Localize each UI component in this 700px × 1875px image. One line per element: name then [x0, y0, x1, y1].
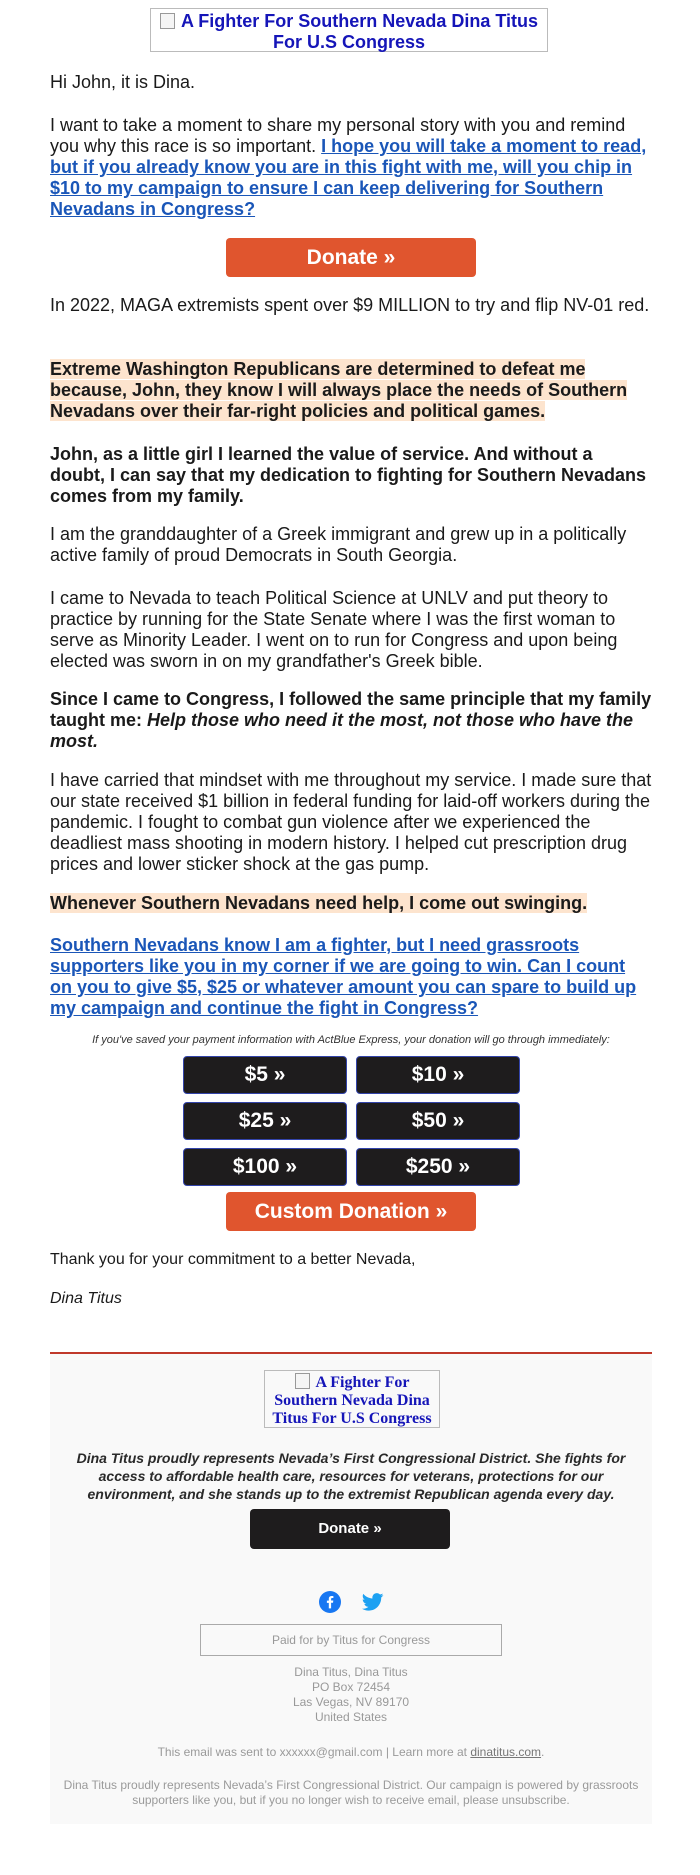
footer-logo[interactable]	[264, 1370, 440, 1428]
principle-italic: Help those who need it the most, not those who have the most.	[50, 710, 634, 751]
donate-10-button[interactable]: $10 »	[356, 1056, 520, 1094]
paid-for-box: Paid for by Titus for Congress	[200, 1624, 502, 1656]
extreme-highlight: Extreme Washington Republicans are determined to defeat me because, John, they know I will always place the needs of Southern Nevadans over their far-right policies and political games.	[50, 359, 628, 421]
intro-donate-link[interactable]: I hope you will take a moment to read, but if you already know you are in this fight with me, will you chip in $10 to my campaign to ensure I can keep delivering for Southern Nevadans in Congress?	[50, 136, 647, 219]
unsubscribe-notice[interactable]: Dina Titus proudly represents Nevada’s First Congressional District. Our campaign is powered by grassroots supporters like you, but if you no longer wish to receive email, please unsubscribe.	[63, 1778, 639, 1807]
footer-donate-button[interactable]: Donate »	[250, 1509, 450, 1549]
custom-donation-button[interactable]: Custom Donation »	[226, 1192, 476, 1231]
fighter-paragraph	[50, 935, 652, 1019]
sent-to-notice	[60, 1745, 642, 1760]
mindset-paragraph: I have carried that mindset with me throughout my service. I made sure that our state received $1 billion in federal funding for laid-off workers during the pandemic. I fought to combat gun violence after we experienced the deadliest mass shooting in modern history. I helped cut prescription drug prices and lower sticker shock at the gas pump.	[50, 770, 652, 874]
address-line: Dina Titus, Dina Titus	[294, 1665, 408, 1679]
footer-description: Dina Titus proudly represents Nevada’s First Congressional District. She fights for access to affordable health care, resources for veterans, protections for our environment, and she stands up to the extremist Republican agenda every day.	[76, 1450, 626, 1502]
principle-paragraph	[50, 689, 652, 752]
website-link[interactable]: dinatitus.com	[470, 1745, 542, 1759]
sent-to-suffix: .	[541, 1745, 545, 1759]
swinging-highlight: Whenever Southern Nevadans need help, I come out swinging.	[50, 893, 588, 913]
footer-logo-alt: A Fighter For Southern Nevada Dina Titus For U.S Congress	[272, 1374, 432, 1427]
donate-250-button[interactable]: $250 »	[356, 1148, 520, 1186]
greeting: Hi John, it is Dina.	[50, 72, 196, 92]
swinging-paragraph	[50, 893, 652, 914]
address-line: PO Box 72454	[311, 1680, 391, 1694]
maga-paragraph: In 2022, MAGA extremists spent over $9 MILLION to try and flip NV-01 red.	[50, 295, 650, 315]
mailing-address	[50, 1665, 652, 1725]
header-logo[interactable]	[150, 8, 548, 52]
little-girl-paragraph: John, as a little girl I learned the value of service. And without a doubt, I can say that my dedication to fighting for Southern Nevadans comes from my family.	[50, 444, 647, 506]
header-logo-alt: A Fighter For Southern Nevada Dina Titus For U.S Congress	[180, 11, 539, 52]
thanks-text: Thank you for your commitment to a better Nevada,	[50, 1251, 416, 1268]
nevada-paragraph: I came to Nevada to teach Political Science at UNLV and put theory to practice by running for the State Senate where I was the first woman to serve as Minority Leader. I went on to run for Congress and upon being elected was sworn in on my grandfather's Greek bible.	[50, 588, 618, 671]
extreme-paragraph	[50, 359, 652, 422]
facebook-icon[interactable]	[319, 1591, 341, 1618]
address-line: United States	[314, 1710, 388, 1724]
intro-text: I want to take a moment to share my personal story with you and remind you why this race is so important.	[50, 115, 626, 156]
donate-50-button[interactable]: $50 »	[356, 1102, 520, 1140]
granddaughter-paragraph: I am the granddaughter of a Greek immigrant and grew up in a politically active family of proud Democrats in South Georgia.	[50, 524, 627, 565]
address-line: Las Vegas, NV 89170	[292, 1695, 410, 1709]
express-note: If you've saved your payment information with ActBlue Express, your donation will go through immediately:	[92, 1034, 610, 1046]
broken-image-icon	[160, 13, 175, 29]
donate-100-button[interactable]: $100 »	[183, 1148, 347, 1186]
twitter-icon[interactable]	[362, 1593, 384, 1616]
donate-5-button[interactable]: $5 »	[183, 1056, 347, 1094]
broken-image-icon	[295, 1373, 310, 1389]
intro-paragraph	[50, 115, 652, 220]
donate-25-button[interactable]: $25 »	[183, 1102, 347, 1140]
signature: Dina Titus	[50, 1290, 122, 1307]
fighter-donate-link[interactable]: Southern Nevadans know I am a fighter, but I need grassroots supporters like you in my corner if we are going to win. Can I count on you to give $5, $25 or whatever amount you can spare to build up my campaign and continue the fight in Congress?	[50, 935, 637, 1018]
sent-to-text: This email was sent to xxxxxx@gmail.com | Learn more at	[157, 1745, 467, 1759]
principle-lead: Since I came to Congress, I followed the same principle that my family taught me:	[50, 689, 652, 730]
footer	[50, 1352, 652, 1824]
donate-button[interactable]: Donate »	[226, 238, 476, 277]
